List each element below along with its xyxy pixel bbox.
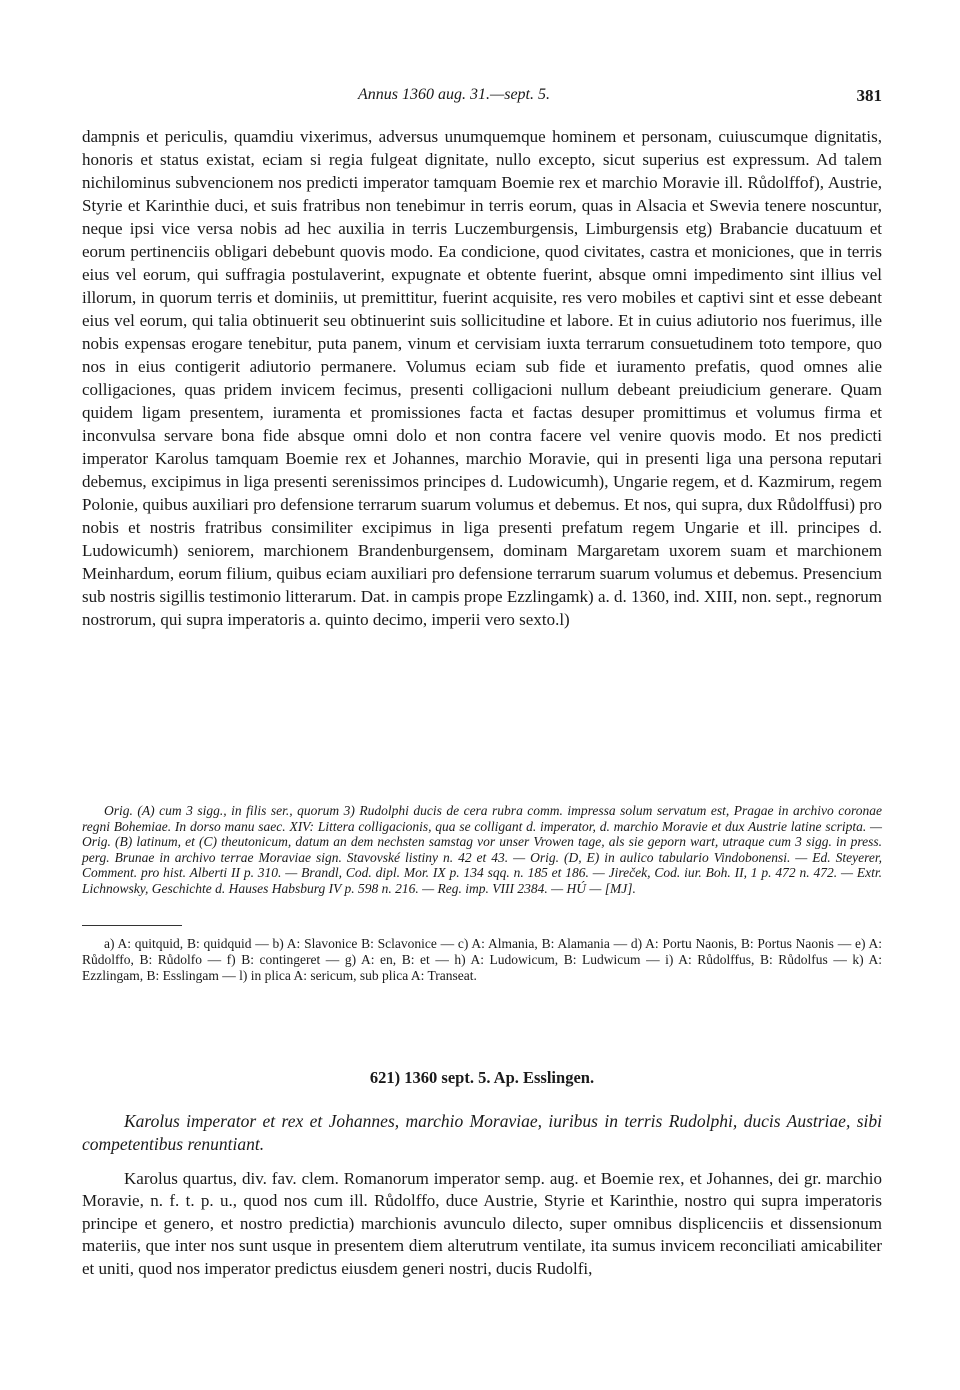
document-body-text: Karolus quartus, div. fav. clem. Romanorum imperator semp. aug. et Boemie rex, et Johannes, dei gr. marchio Moravie, n. f. t. p. u., quod nos cum ill. Růdolffo, duce Austrie, Styrie et Karinthie, nostro qui supra imperatoris principe et genero, et nostro predictia) marchionis avunculo dilecto, super omnibus displicenciis et dissensionum materiis, que inter nos sunt usque in presentem diem alterutrum ventilate, ita sumus invicem reconciliati amicabiliter et uniti, quod nos imperator predictus eiusdem generi nostri, ducis Rudolfi,	[82, 1169, 882, 1278]
regest	[82, 1110, 882, 1156]
running-head	[82, 86, 882, 110]
source-note	[82, 803, 882, 897]
document-body	[82, 1168, 882, 1280]
apparatus-text: a) A: quitquid, B: quidquid — b) A: Slavonice B: Sclavonice — c) A: Almania, B: Alamania — d) A: Portu Naonis, B: Portus Naonis — e) A: Růdolffo, B: Růdolfo — f) B: contingeret — g) A: en, B: et — h) A: Ludowicum, B: Ludwicum — i) A: Růdolffus, B: Růdolfus — k) A: Ezzlingam, B: Esslingam — l) in plica A: sericum, sub plica A: Transeat.	[82, 936, 882, 984]
main-text-paragraph: dampnis et periculis, quamdiu vixerimus, adversus unumquemque hominem et personam, cuiuscumque dignitatis, honoris et status existat, eciam si regia fulgeat dignitate, nullo excepto, sicut superius est expressum. Ad talem nichilominus subvencionem nos predicti imperator tamquam Boemie rex et marchio Moravie ill. Růdolffof), Austrie, Styrie et Karinthie duci, et suis fratribus non tenebimur in terris eorum, quas in Alsacia et Swevia tenere noscuntur, neque ipsi vice versa nobis ad hec auxilia in terris Luczemburgensis, Limburgensis etg) Brabancie ducatuum et eorum pertinenciis obligari debebunt quovis modo. Ea condicione, quod civitates, castra et moniciones, que in terris eius vel eorum, qui suffragia postulaverint, expugnate et obtente fuerint, absque omni impedimento sint illius vel illorum, in quorum terris et dominiis, ut premittitur, fuerint acquisite, res vero mobiles et captivi sint et esse debeant eius vel eorum, qui talia obtinuerit seu obtinuerint suis sollicitudine et labore. Et in cuius adiutorio nos fuerimus, ille nobis expensas erogare tenebitur, puta panem, vinum et cervisiam iuxta terrarum consuetudinem toto tempore, quo nos in eius contigerit adiutorio permanere. Volumus eciam sub fide et iuramento prefatis, quod omnes alie colligaciones, quas pridem invicem fecimus, presenti colligacioni nullum debeant preiudicium generare. Quam quidem ligam presentem, iuramenta et promissiones facta et factas desuper promittimus et volumus firma et inconvulsa servare bona fide absque omni dolo et non contra facere vel venire quovis modo. Et nos predicti imperator Karolus tamquam Boemie rex et Johannes, marchio Moravie, qui in presenti liga una persona reputari debemus, excipimus in liga presenti serenissimos principes d. Ludowicumh), Ungarie regem, et d. Kazmirum, regem Polonie, quibus auxiliari pro defensione terrarum suarum volumus et debemus. Et nos, qui supra, dux Růdolffusi) pro nobis et nostris fratribus consimiliter excipimus in liga presenti prefatum regem Ungarie et ill. principes d. Ludowicumh) seniorem, marchionem Brandenburgensem, dominam Margaretam uxorem suam et marchionem Meinhardum, eorum filium, quibus eciam auxiliari pro defensione terrarum suarum volumus et debemus. Presencium sub nostris sigillis testimonio litterarum. Dat. in campis prope Ezzlingamk) a. d. 1360, ind. XIII, non. sept., regnorum nostrorum, qui supra imperatoris a. quinto decimo, imperii vero sexto.l)	[82, 127, 882, 629]
main-text-block	[82, 125, 882, 631]
running-title: Annus 1360 aug. 31.—sept. 5.	[358, 86, 550, 103]
apparatus-divider	[82, 925, 182, 926]
document-header: 621) 1360 sept. 5. Ap. Esslingen.	[369, 1068, 595, 1087]
page-number: 381	[856, 86, 882, 105]
regest-text: Karolus imperator et rex et Johannes, marchio Moraviae, iuribus in terris Rudolphi, ducis Austriae, sibi competentibus renuntiant.	[82, 1111, 882, 1154]
critical-apparatus	[82, 936, 882, 985]
source-note-text: Orig. (A) cum 3 sigg., in filis ser., quorum 3) Rudolphi ducis de cera rubra comm. impressa solum servatum est, Pragae in archivo coronae regni Bohemiae. In dorso manu saec. XIV: Littera colligacionis, qua se colligant d. imperator, d. marchio Moravie et dux Austrie latine scripta. — Orig. (B) latinum, et (C) theutonicum, datum an dem nechsten samstag vor unser Vrowen tage, als sie geporn wart, utraque cum 3 sigg. in press. perg. Brunae in archivo terrae Moraviae sign. Stavovské listiny n. 42 et 43. — Orig. (D, E) in aulico tabulario Vindobonensi. — Ed. Steyerer, Comment. pro hist. Alberti II p. 310. — Brandl, Cod. dipl. Mor. IX p. 134 sqq. n. 185 et 186. — Jireček, Cod. iur. Boh. II, 1 p. 472 n. 472. — Extr. Lichnowsky, Geschichte d. Hauses Habsburg IV p. 598 n. 216. — Reg. imp. VIII 2384. — HÚ — [MJ].	[82, 803, 882, 896]
